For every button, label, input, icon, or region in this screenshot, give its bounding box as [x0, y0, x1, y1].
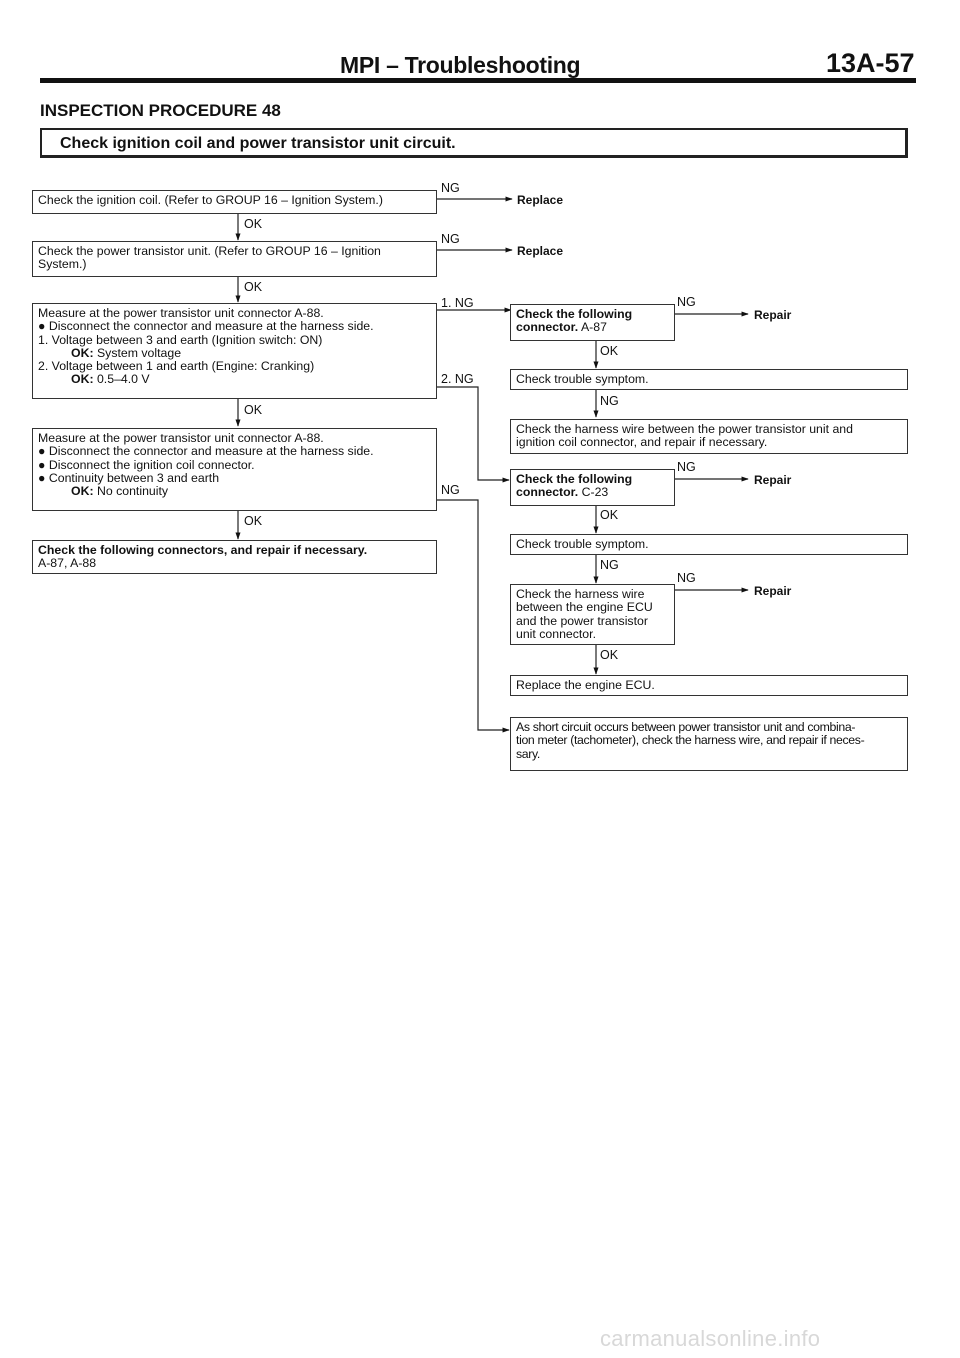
step-text: Check trouble symptom.	[516, 372, 649, 386]
step-text: unit connector.	[516, 626, 596, 641]
label-ng: NG	[441, 483, 460, 497]
action-repair: Repair	[754, 584, 792, 598]
step-replace-engine-ecu	[510, 675, 908, 696]
step-text: ● Disconnect the connector and measure at the harness side.	[38, 319, 374, 334]
step-text: As short circuit occurs between power transistor unit and combina-	[516, 720, 856, 734]
step-check-trouble-symptom-1	[510, 369, 908, 390]
step-text: 1. Voltage between 3 and earth (Ignition switch: ON)	[38, 332, 323, 347]
step-short-circuit	[510, 717, 908, 771]
step-text: sary.	[516, 746, 540, 761]
arrow-measure1-ng2	[437, 387, 509, 480]
header-title: MPI – Troubleshooting	[340, 52, 581, 78]
ok-label: OK:	[71, 484, 94, 499]
ok-value: No continuity	[96, 484, 169, 499]
step-check-trouble-symptom-2	[510, 534, 908, 555]
action-repair: Repair	[754, 308, 792, 322]
step-text: Measure at the power transistor unit connector A-88.	[38, 306, 324, 320]
label-ng: NG	[677, 295, 696, 309]
label-ok: OK	[244, 403, 263, 417]
ok-label: OK:	[71, 345, 94, 360]
label-ok: OK	[244, 280, 263, 294]
step-text-bold: connector.	[516, 485, 579, 500]
step-text: A-87, A-88	[38, 556, 97, 571]
action-replace: Replace	[517, 193, 564, 207]
step-text: ● Continuity between 3 and earth	[38, 470, 220, 485]
step-text: A-87	[580, 320, 607, 335]
step-text: Check the power transistor unit. (Refer to GROUP 16 – Ignition	[38, 244, 381, 258]
label-ok: OK	[600, 344, 619, 358]
step-text: Measure at the power transistor unit connector A-88.	[38, 431, 324, 445]
watermark: carmanualsonline.info	[600, 1326, 821, 1351]
step-text: Check the harness wire between the power transistor unit and	[516, 422, 853, 436]
label-ok: OK	[600, 648, 619, 662]
step-measure-continuity	[32, 428, 437, 511]
step-text: Check trouble symptom.	[516, 537, 649, 551]
step-check-connector-c23	[510, 469, 675, 506]
step-text: ● Disconnect the ignition coil connector.	[38, 457, 255, 472]
ok-label: OK:	[71, 372, 94, 387]
label-ng-2: 2. NG	[441, 372, 474, 386]
step-text: and the power transistor	[516, 613, 648, 628]
step-text: System.)	[38, 257, 87, 272]
step-check-connectors-final	[32, 540, 437, 574]
label-ng: NG	[677, 571, 696, 585]
step-text: tion meter (tachometer), check the harness wire, and repair if neces-	[516, 733, 865, 748]
step-text-bold: Check the following	[516, 472, 633, 486]
label-ng: NG	[441, 232, 460, 246]
step-text: Replace the engine ECU.	[516, 678, 655, 692]
step-text: Check the ignition coil. (Refer to GROUP 16 – Ignition System.)	[38, 193, 383, 207]
label-ng: NG	[600, 394, 619, 408]
step-text-bold: connector.	[516, 320, 579, 335]
action-repair: Repair	[754, 473, 792, 487]
step-text: ignition coil connector, and repair if necessary.	[516, 435, 768, 450]
label-ok: OK	[600, 508, 619, 522]
step-check-harness-coil	[510, 419, 908, 454]
ok-value: System voltage	[96, 345, 182, 360]
step-check-ignition-coil	[32, 190, 437, 214]
procedure-title: Check ignition coil and power transistor unit circuit.	[60, 135, 456, 152]
action-replace: Replace	[517, 244, 564, 258]
step-text: ● Disconnect the connector and measure at the harness side.	[38, 444, 374, 459]
step-check-power-transistor	[32, 241, 437, 277]
step-text-bold: Check the following connectors, and repair if necessary.	[38, 543, 368, 557]
step-text: between the engine ECU	[516, 600, 653, 615]
arrow-measure2-ng	[437, 500, 509, 730]
step-text-bold: Check the following	[516, 307, 633, 321]
label-ng: NG	[677, 460, 696, 474]
label-ok: OK	[244, 514, 263, 528]
label-ng: NG	[600, 558, 619, 572]
ok-value: 0.5–4.0 V	[96, 372, 150, 387]
page-number: 13A-57	[826, 48, 915, 78]
step-check-harness-ecu	[510, 584, 675, 645]
label-ng-1: 1. NG	[441, 296, 474, 310]
step-text: C-23	[581, 485, 609, 500]
label-ok: OK	[244, 217, 263, 231]
procedure-heading: INSPECTION PROCEDURE 48	[40, 101, 281, 120]
step-text: Check the harness wire	[516, 587, 645, 601]
step-text: 2. Voltage between 1 and earth (Engine: Cranking)	[38, 359, 315, 374]
step-measure-voltage	[32, 303, 437, 399]
label-ng: NG	[441, 181, 460, 195]
step-check-connector-a87	[510, 304, 675, 341]
